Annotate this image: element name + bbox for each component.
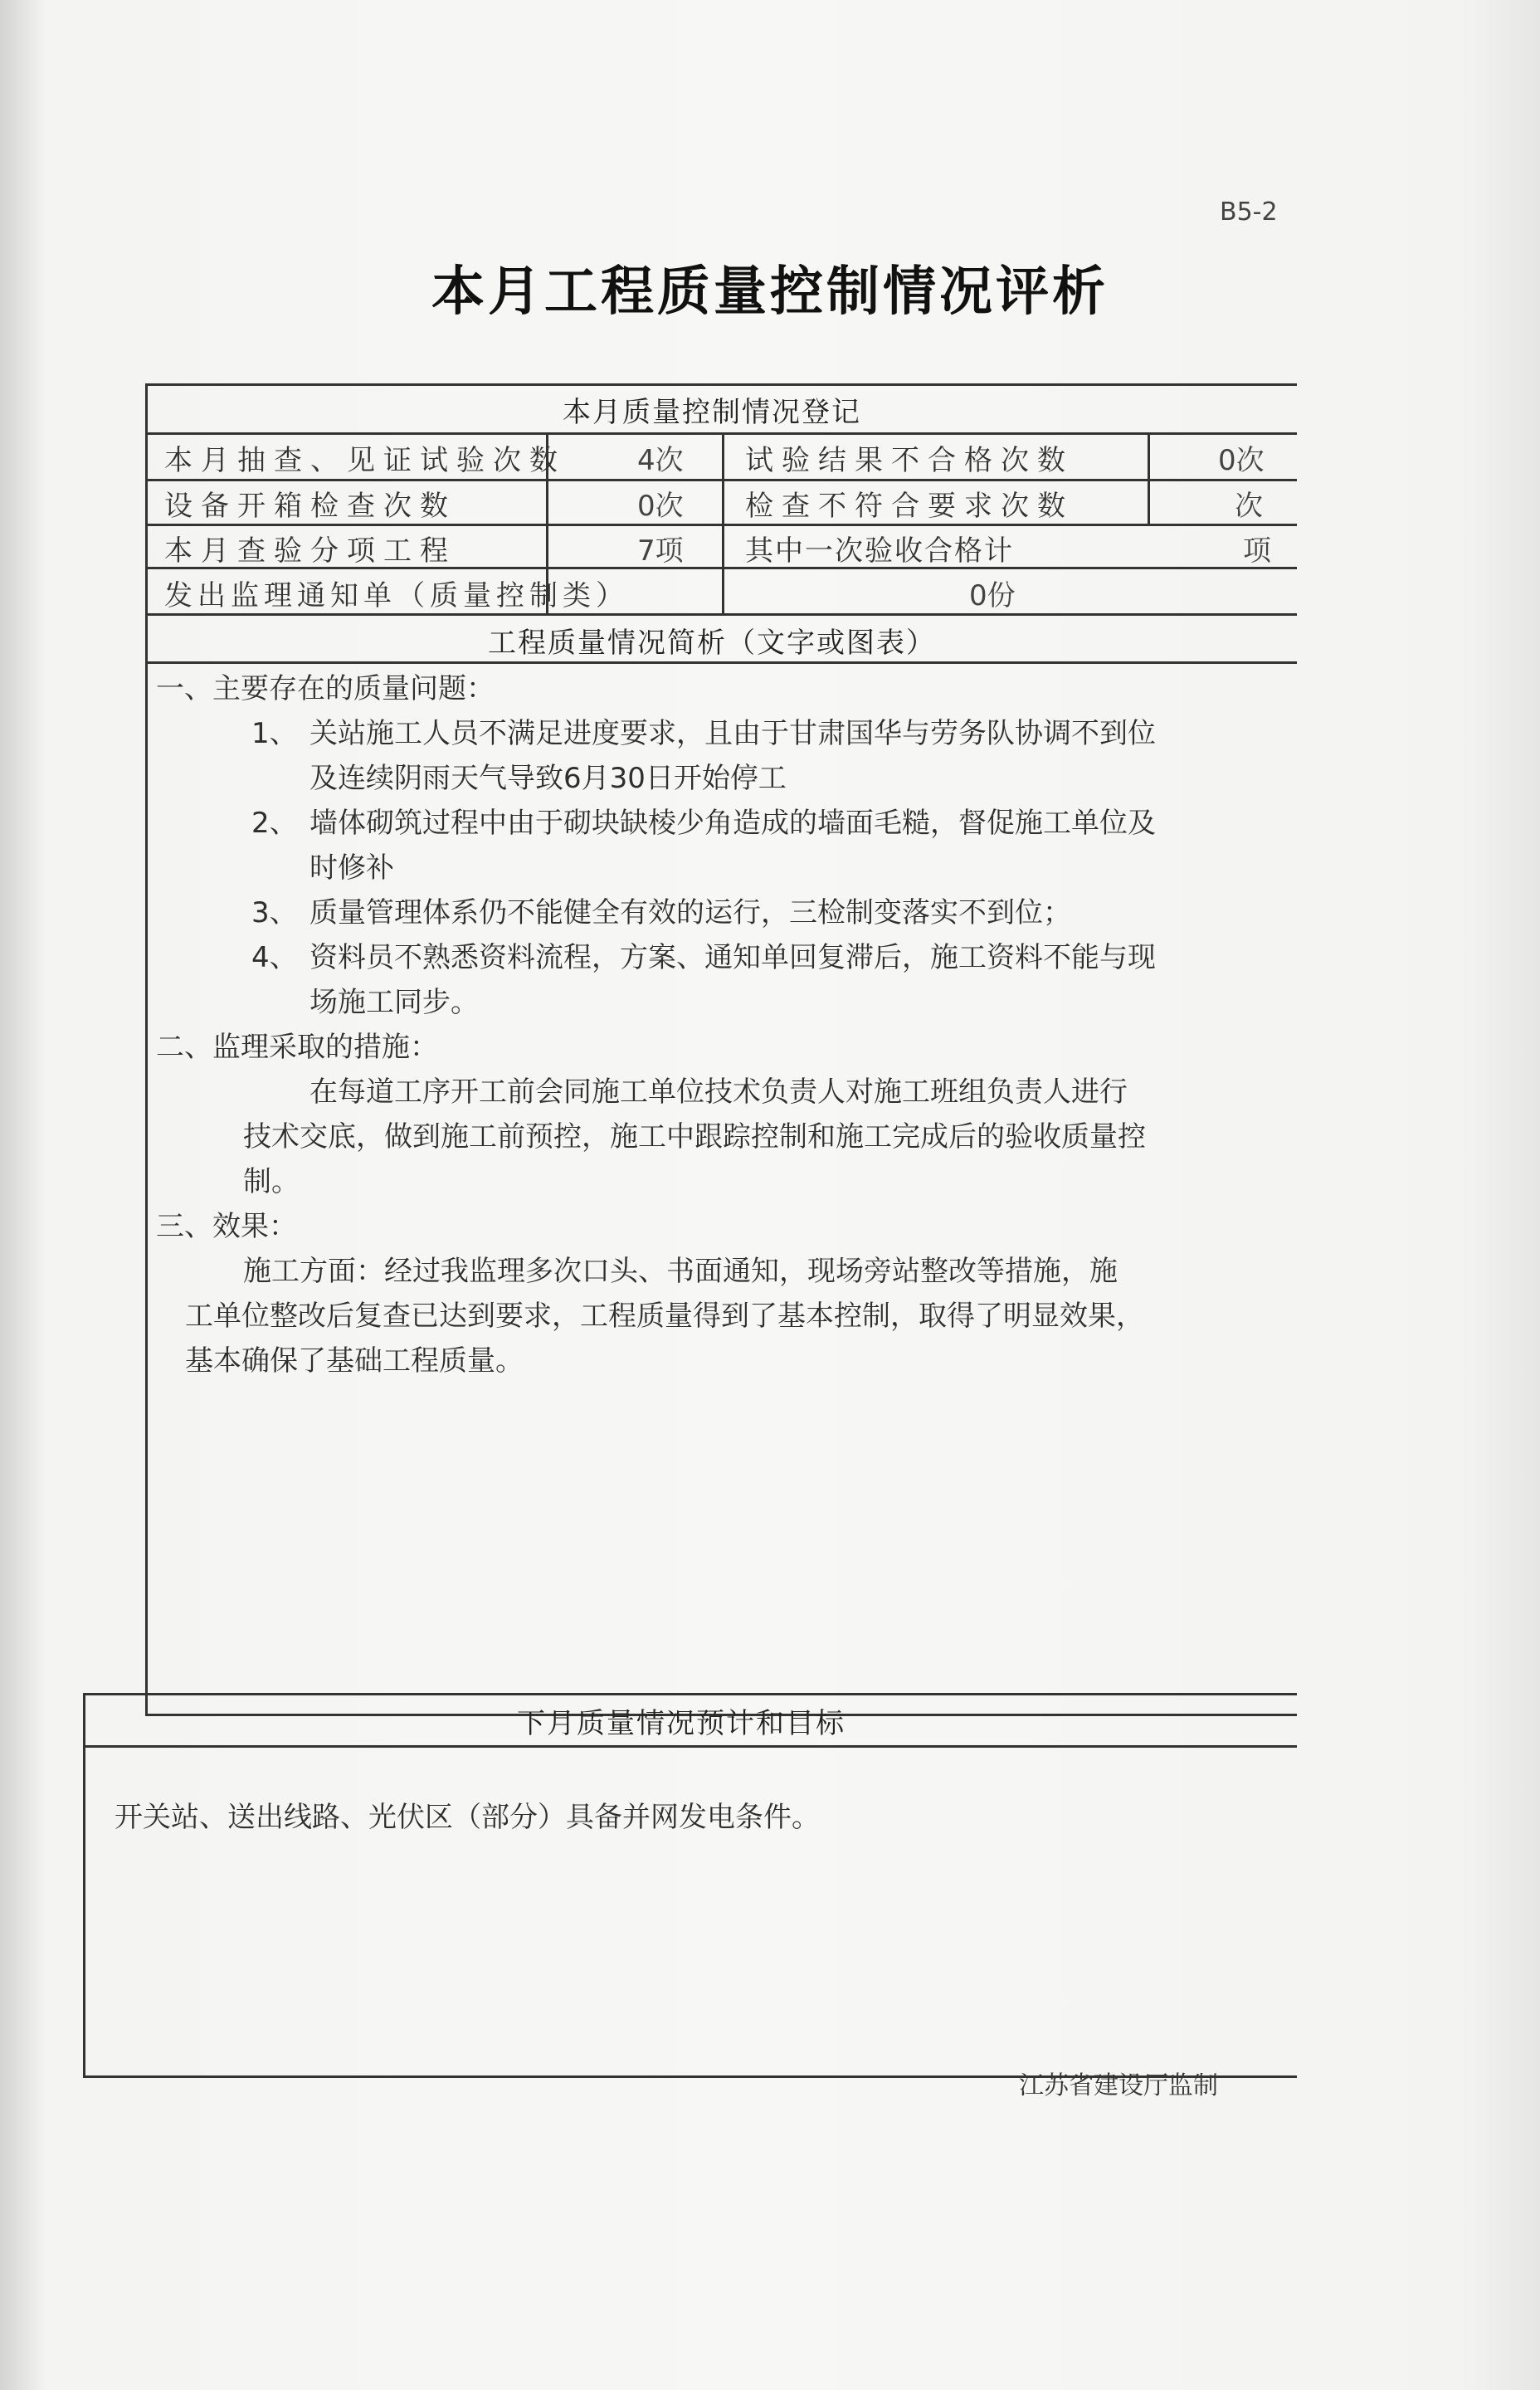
list-item-continuation: 场施工同步。	[309, 986, 479, 1019]
list-item-continuation: 时修补	[309, 851, 394, 885]
table-cell-value: 0次	[1218, 444, 1265, 477]
table-cell-value: 7项	[637, 534, 684, 568]
table-cell-label: 本月查验分项工程	[164, 534, 456, 568]
list-item-number: 3、	[251, 896, 298, 929]
next-month-header: 下月质量情况预计和目标	[517, 1707, 846, 1740]
table-cell-value: 4次	[637, 444, 684, 477]
next-month-text: 开关站、送出线路、光伏区（部分）具备并网发电条件。	[115, 1801, 820, 1834]
table-cell-label: 设备开箱检查次数	[164, 490, 456, 523]
table-cell-value: 0次	[637, 490, 684, 523]
section-title: 二、监理采取的措施：	[156, 1031, 438, 1064]
analysis-header: 工程质量情况简析（文字或图表）	[488, 627, 936, 660]
table-cell-label: 本月抽查、见证试验次数	[164, 444, 566, 477]
table-divider	[148, 613, 1297, 616]
list-item-continuation: 及连续阴雨天气导致6月30日开始停工	[309, 762, 787, 795]
list-item: 资料员不熟悉资料流程，方案、通知单回复滞后，施工资料不能与现	[309, 941, 1156, 974]
table-cell-value: 0份	[969, 579, 1016, 612]
table-cell-label: 试验结果不合格次数	[745, 444, 1074, 477]
next-month-section	[83, 1693, 1297, 2078]
paragraph-line: 制。	[243, 1165, 300, 1198]
table-divider	[85, 1745, 1297, 1748]
paragraph-line: 在每道工序开工前会同施工单位技术负责人对施工班组负责人进行	[309, 1076, 1128, 1109]
paragraph-line: 基本确保了基础工程质量。	[185, 1344, 524, 1378]
footer-issuer: 江苏省建设厅监制	[1019, 2071, 1218, 2100]
list-item-number: 4、	[251, 941, 298, 974]
table-cell-label: 检查不符合要求次数	[745, 490, 1074, 523]
registry-header: 本月质量控制情况登记	[563, 396, 861, 429]
table-cell-label: 其中一次验收合格计	[745, 534, 1014, 568]
table-cell-value: 项	[1243, 534, 1271, 568]
paragraph-line: 工单位整改后复查已达到要求，工程质量得到了基本控制，取得了明显效果，	[185, 1300, 1144, 1333]
table-divider	[148, 661, 1297, 664]
table-column-line	[1148, 432, 1150, 524]
list-item-number: 1、	[251, 717, 298, 750]
section-title: 三、效果：	[156, 1210, 297, 1243]
paragraph-line: 施工方面：经过我监理多次口头、书面通知，现场旁站整改等措施，施	[243, 1255, 1118, 1288]
paragraph-line: 技术交底，做到施工前预控，施工中跟踪控制和施工完成后的验收质量控	[243, 1120, 1146, 1154]
list-item: 质量管理体系仍不能健全有效的运行，三检制变落实不到位；	[309, 896, 1071, 929]
table-column-line	[722, 432, 724, 613]
form-code: B5-2	[1220, 198, 1278, 227]
list-item: 关站施工人员不满足进度要求，且由于甘肃国华与劳务队协调不到位	[309, 717, 1156, 750]
page-title: 本月工程质量控制情况评析	[431, 261, 1109, 323]
section-title: 一、主要存在的质量问题：	[156, 672, 495, 705]
list-item: 墙体砌筑过程中由于砌块缺棱少角造成的墙面毛糙，督促施工单位及	[309, 807, 1156, 840]
registry-form	[145, 383, 1297, 1716]
table-cell-value: 次	[1235, 490, 1263, 523]
list-item-number: 2、	[251, 807, 298, 840]
table-cell-label: 发出监理通知单（质量控制类）	[164, 579, 629, 612]
